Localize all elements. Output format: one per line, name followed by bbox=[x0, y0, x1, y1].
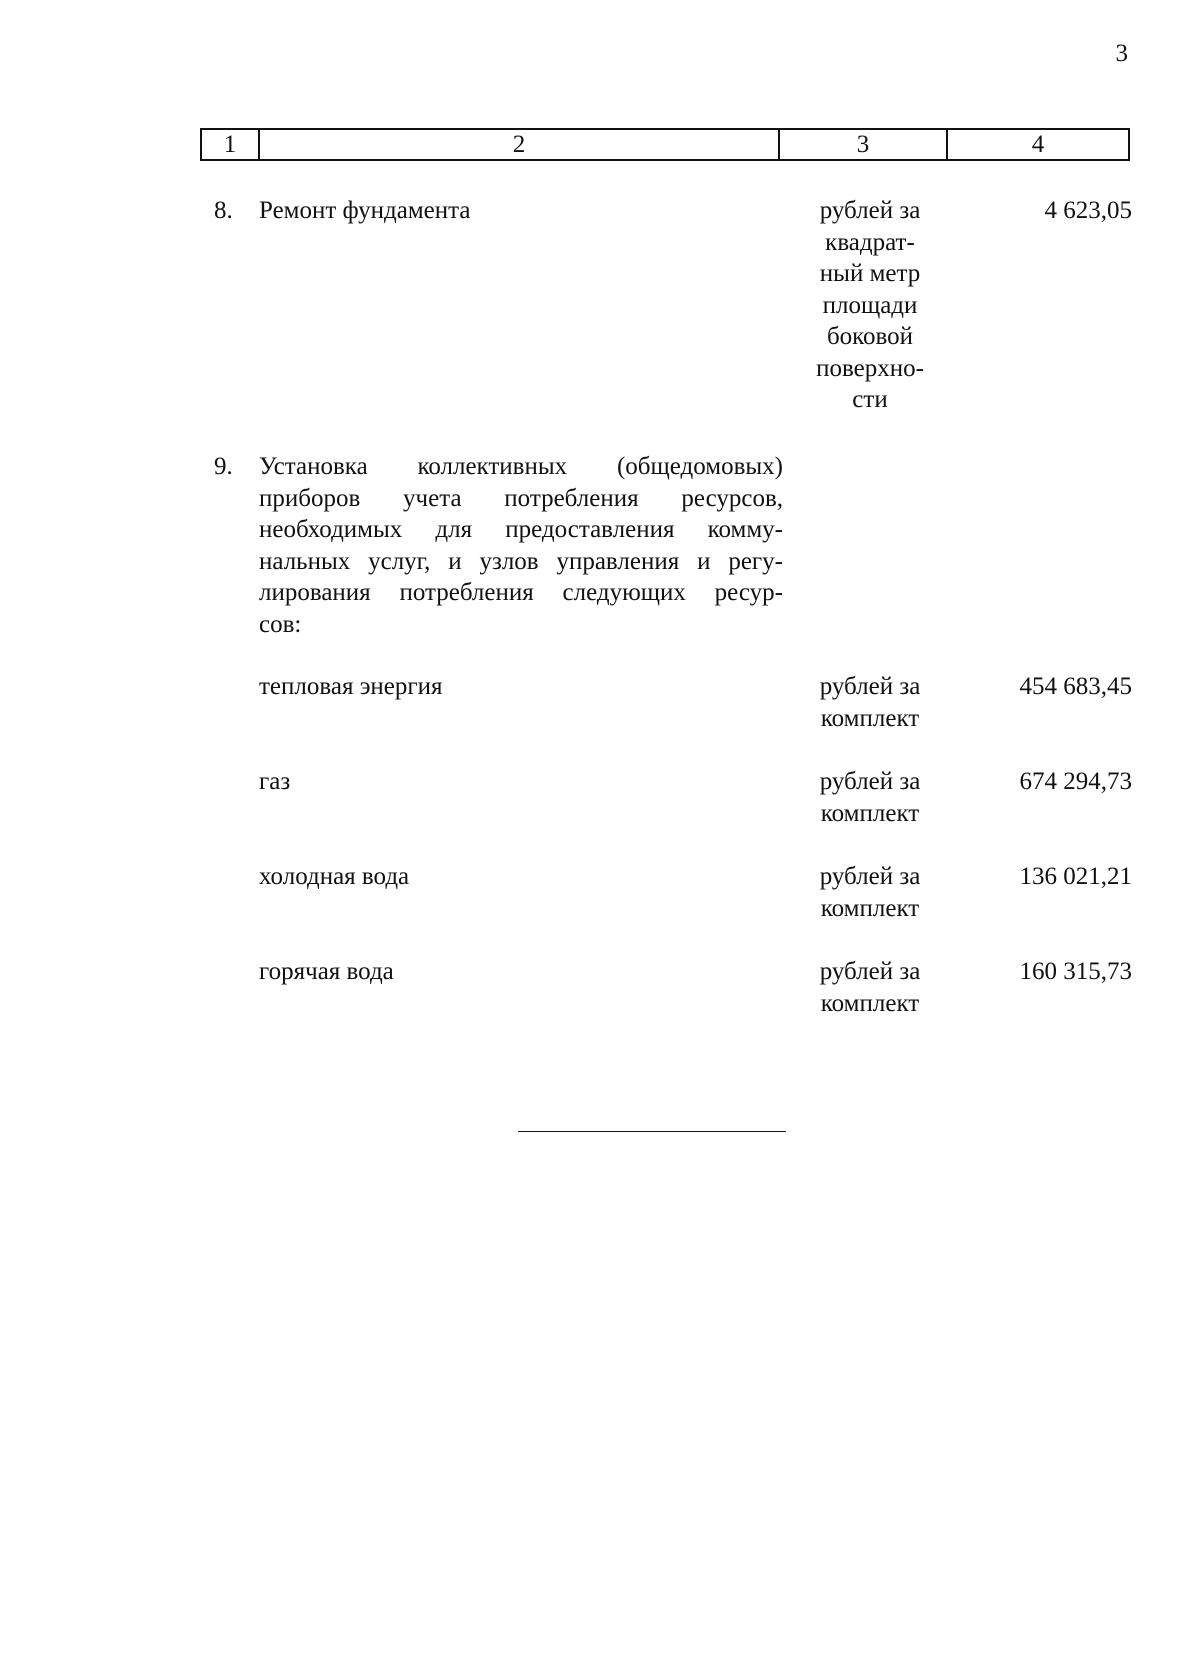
row-value: 454 683,45 bbox=[1019, 673, 1132, 700]
name-line: приборов учета потребления ресурсов, bbox=[259, 484, 783, 512]
column-header-2: 2 bbox=[260, 130, 780, 159]
name-line: необходимых для предоставления комму- bbox=[259, 516, 783, 543]
end-separator-line bbox=[518, 1131, 786, 1132]
row-name: тепловая энергия bbox=[259, 673, 443, 700]
unit-line: поверхно- bbox=[816, 354, 924, 382]
row-name: холодная вода bbox=[259, 863, 410, 890]
column-header-3: 3 bbox=[780, 130, 948, 159]
unit-line: сти bbox=[852, 386, 888, 413]
unit-line: комплект bbox=[820, 989, 920, 1017]
row-unit bbox=[790, 766, 950, 829]
row-value: 160 315,73 bbox=[1019, 958, 1132, 985]
row-unit bbox=[790, 861, 950, 924]
unit-line: комплект bbox=[820, 894, 920, 922]
column-header-table bbox=[200, 128, 1130, 161]
row-number: 9. bbox=[214, 453, 233, 480]
page-number: 3 bbox=[1115, 40, 1128, 67]
unit-line: комплект bbox=[820, 704, 920, 732]
row-name: горячая вода bbox=[259, 958, 394, 985]
row-number: 8. bbox=[214, 197, 233, 224]
unit-line: рублей за bbox=[819, 197, 921, 224]
unit-line: комплект bbox=[820, 799, 920, 827]
unit-line: рублей за bbox=[819, 958, 921, 985]
row-value: 4 623,05 bbox=[1044, 197, 1132, 224]
row-name: Ремонт фундамента bbox=[259, 197, 471, 224]
column-header-4: 4 bbox=[1031, 131, 1045, 158]
unit-line: рублей за bbox=[819, 768, 921, 795]
column-header-1: 1 bbox=[202, 130, 260, 159]
row-unit bbox=[790, 195, 950, 416]
row-name: газ bbox=[259, 768, 291, 795]
row-value: 136 021,21 bbox=[1019, 863, 1132, 890]
row-unit bbox=[790, 956, 950, 1019]
row-unit bbox=[790, 671, 950, 734]
unit-line: ный метр bbox=[819, 260, 921, 287]
name-line: лирования потребления следующих ресур- bbox=[259, 579, 783, 606]
name-line: сов: bbox=[259, 610, 302, 638]
unit-line: боковой bbox=[826, 323, 914, 350]
unit-line: рублей за bbox=[819, 863, 921, 890]
name-line: нальных услуг, и узлов управления и регу- bbox=[259, 547, 783, 575]
name-line: Установка коллективных (общедомовых) bbox=[259, 453, 783, 480]
unit-line: площади bbox=[822, 291, 918, 319]
unit-line: квадрат- bbox=[825, 228, 915, 256]
unit-line: рублей за bbox=[819, 673, 921, 700]
row-value: 674 294,73 bbox=[1019, 768, 1132, 795]
row-name bbox=[259, 451, 783, 640]
